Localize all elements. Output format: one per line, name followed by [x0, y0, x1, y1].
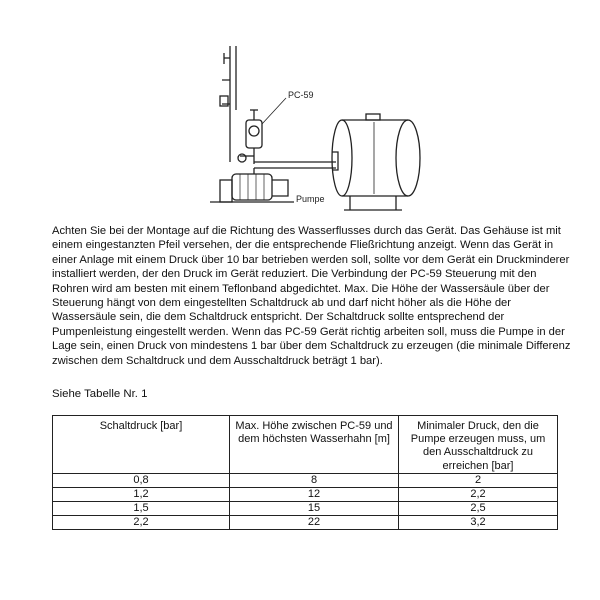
header-max-height: Max. Höhe zwischen PC-59 und dem höchsten Wasserhahn [m]: [230, 416, 399, 474]
table-row: [53, 487, 558, 501]
installation-diagram-drawing: [190, 40, 430, 215]
cell-max-height: 8: [230, 473, 399, 487]
table-row: [53, 473, 558, 487]
installation-instructions: Achten Sie bei der Montage auf die Richtung des Wasserflusses durch das Gerät. Das Gehäuse ist mit einem eingestanzten Pfeil versehen, der die entsprechende Fließrichtung anzeigt. Wenn das Gerät in einer Anlage mit einem Druck über 10 bar betrieben werden soll, sollte vor dem Gerät ein Druckminderer installiert werden, der den Druck im Gerät reduziert. Die Verbindung der PC-59 Steuerung mit den Rohren wird am besten mit einem Teflonband abgedichtet. Max. Die Höhe der Wassersäule über der Steuerung hängt von dem eingestellten Schaltdruck ab und darf nicht höher als die Höhe der Wassersäule sein, die dem Schaltdruck entspricht. Der Schaltdruck sollte entsprechend der Pumpenleistung eingestellt werden. Wenn das PC-59 Gerät richtig arbeiten soll, muss die Pumpe in der Lage sein, einen Druck von mindestens 1 bar über dem Schaltdruck zu erzeugen (die minimale Differenz zwischen dem Schaltdruck und dem Ausschaltdruck beträgt 1 bar).: [52, 225, 571, 367]
cell-switch-pressure: 1,5: [53, 501, 230, 515]
cell-max-height: 22: [230, 515, 399, 529]
controller-label: PC-59: [288, 90, 314, 100]
cell-switch-pressure: 1,2: [53, 487, 230, 501]
pressure-table: [52, 415, 558, 530]
cell-max-height: 12: [230, 487, 399, 501]
table-header-row: [53, 416, 558, 474]
table-caption: Siehe Tabelle Nr. 1: [52, 388, 148, 400]
table-row: [53, 515, 558, 529]
installation-diagram: [190, 40, 430, 215]
cell-min-pump-pressure: 2: [399, 473, 558, 487]
table-row: [53, 501, 558, 515]
header-min-pump-pressure: Minimaler Druck, den die Pumpe erzeugen muss, um den Ausschaltdruck zu erreichen [bar]: [399, 416, 558, 474]
cell-min-pump-pressure: 3,2: [399, 515, 558, 529]
cell-switch-pressure: 2,2: [53, 515, 230, 529]
pump-label: Pumpe: [296, 194, 325, 204]
cell-min-pump-pressure: 2,5: [399, 501, 558, 515]
cell-max-height: 15: [230, 501, 399, 515]
header-switch-pressure: Schaltdruck [bar]: [53, 416, 230, 474]
cell-switch-pressure: 0,8: [53, 473, 230, 487]
cell-min-pump-pressure: 2,2: [399, 487, 558, 501]
